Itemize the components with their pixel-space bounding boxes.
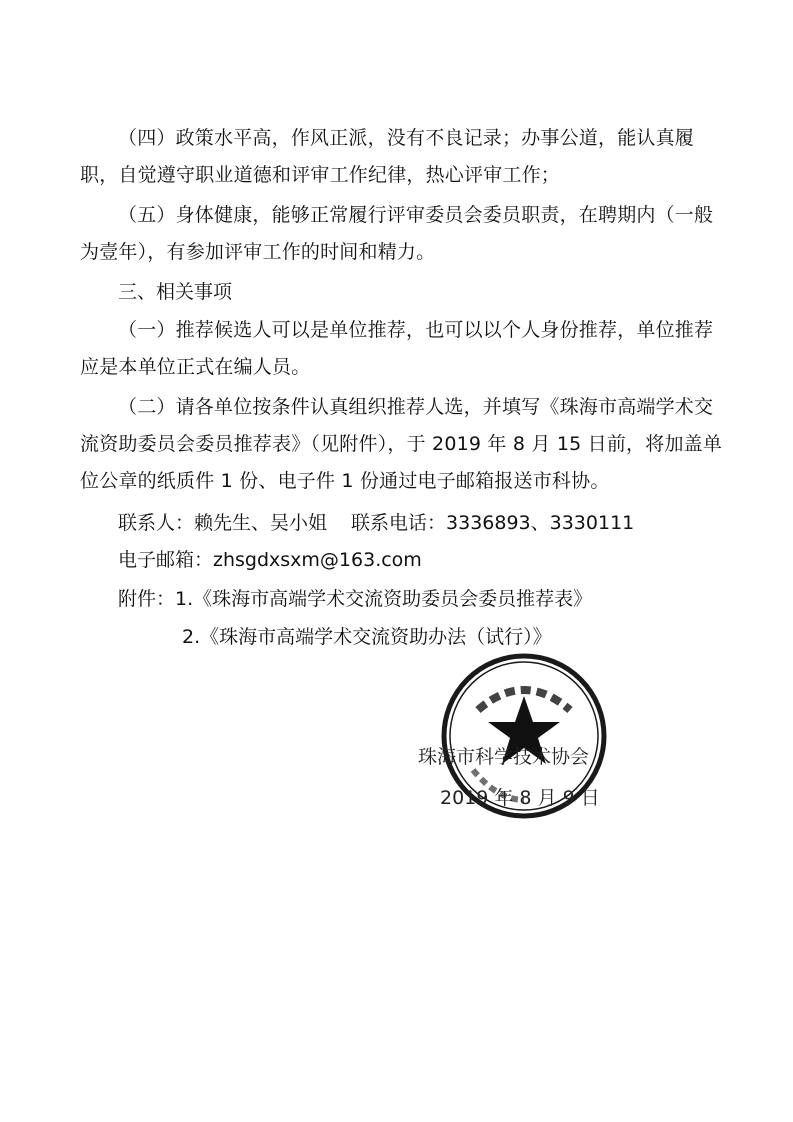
contact-people: 联系人：赖先生、吴小姐 [118, 512, 328, 534]
item-one: （一）推荐候选人可以是单位推荐，也可以以个人身份推荐，单位推荐应是本单位正式在编人员。 [80, 319, 714, 378]
attachment-one: 附件：1.《珠海市高端学术交流资助委员会委员推荐表》 [118, 588, 593, 610]
contact-line [118, 505, 634, 542]
section-heading: 三、相关事项 [118, 281, 233, 303]
attachment-two: 2.《珠海市高端学术交流资助办法（试行）》 [182, 626, 552, 648]
paragraph-five: （五）身体健康，能够正常履行评审委员会委员职责，在聘期内（一般为壹年），有参加评审工作的时间和精力。 [80, 204, 714, 263]
paragraph-four: （四）政策水平高，作风正派，没有不良记录；办事公道，能认真履职，自觉遵守职业道德和评审工作纪律，热心评审工作； [80, 127, 695, 186]
item-two: （二）请各单位按条件认真组织推荐人选，并填写《珠海市高端学术交流资助委员会委员推荐表》（见附件），于 2019 年 8 月 15 日前，将加盖单位公章的纸质件 1 份、电子件 1 份通过电子邮箱报送市科协。 [80, 396, 723, 492]
signature-date: 2019 年 8 月 9 日 [440, 787, 600, 809]
contact-phone: 联系电话：3336893、3330111 [351, 512, 635, 534]
contact-email: 电子邮箱：zhsgdxsxm@163.com [118, 549, 422, 571]
signature-organization: 珠海市科学技术协会 [418, 746, 590, 768]
